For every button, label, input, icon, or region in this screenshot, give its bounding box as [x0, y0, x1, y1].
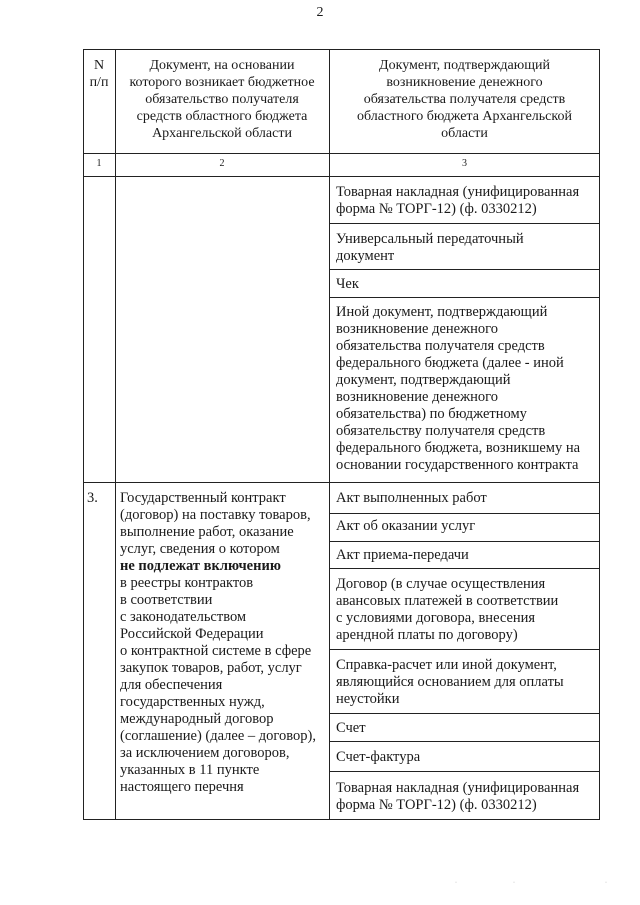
cell-divider	[329, 741, 600, 742]
document-cell: Универсальный передаточный документ	[336, 231, 524, 264]
header-confirming-document: Документ, подтверждающий возникновение денежного обязательства получателя средств областного бюджета Архангельской области	[357, 58, 572, 141]
document-cell: Счет-фактура	[336, 749, 421, 765]
basis-document-text	[120, 490, 327, 796]
scan-artifact: ·	[605, 880, 607, 886]
basis-text-part2: в реестры контрактов в соответствии с законодательством Российской Федерации о контрактной системе в сфере закупок товаров, работ, услуг для обеспечения государственных нужд, международный договор (соглашение) (далее – договор), за исключением договоров, указанных в 11 пункте настоящего перечня	[120, 575, 316, 795]
page-number: 2	[316, 5, 324, 20]
document-cell: Акт приема-передачи	[336, 547, 469, 563]
documents-table	[83, 49, 600, 820]
cell-divider	[329, 269, 600, 270]
basis-text-bold: не подлежат включению	[120, 558, 281, 574]
column-number-1: 1	[96, 158, 102, 169]
scan-artifact: ·	[513, 880, 515, 886]
document-cell: Справка-расчет или иной документ, являющийся основанием для оплаты неустойки	[336, 657, 564, 707]
column-number-3: 3	[462, 158, 467, 169]
column-numbers-divider	[83, 176, 600, 177]
row-number: 3.	[87, 490, 98, 506]
document-cell: Товарная накладная (унифицированная форма № ТОРГ-12) (ф. 0330212)	[336, 184, 580, 217]
header-number: N п/п	[89, 58, 109, 90]
document-cell: Договор (в случае осуществления авансовых платежей в соответствии с условиями договора, внесения арендной платы по договору)	[336, 576, 559, 643]
cell-divider	[329, 541, 600, 542]
cell-divider	[329, 568, 600, 569]
document-cell: Иной документ, подтверждающий возникновение денежного обязательства получателя средств федерального бюджета (далее - иной документ, подтверждающий возникновение денежного обязательства) по бюджетному обязательству получателя средств федерального бюджета, возникшему на основании государственного контракта	[336, 304, 581, 473]
table-border-bottom	[83, 819, 600, 820]
cell-divider	[329, 513, 600, 514]
document-cell: Чек	[336, 276, 359, 292]
table-border-top	[83, 49, 600, 50]
column-number-2: 2	[219, 158, 225, 169]
document-cell: Счет	[336, 720, 366, 736]
document-cell: Товарная накладная (унифицированная форма № ТОРГ-12) (ф. 0330212)	[336, 780, 580, 813]
cell-divider	[329, 223, 600, 224]
document-cell: Акт об оказании услуг	[336, 518, 476, 534]
row-3-divider	[83, 482, 600, 483]
header-divider	[83, 153, 600, 154]
cell-divider	[329, 297, 600, 298]
header-basis-document: Документ, на основании которого возникает бюджетное обязательство получателя средств областного бюджета Архангельской области	[129, 58, 315, 141]
cell-divider	[329, 713, 600, 714]
document-cell: Акт выполненных работ	[336, 490, 487, 506]
basis-text-part1: Государственный контракт (договор) на поставку товаров, выполнение работ, оказание услуг, сведения о котором	[120, 490, 311, 557]
cell-divider	[329, 649, 600, 650]
scan-artifact: ·	[455, 880, 457, 886]
cell-divider	[329, 771, 600, 772]
